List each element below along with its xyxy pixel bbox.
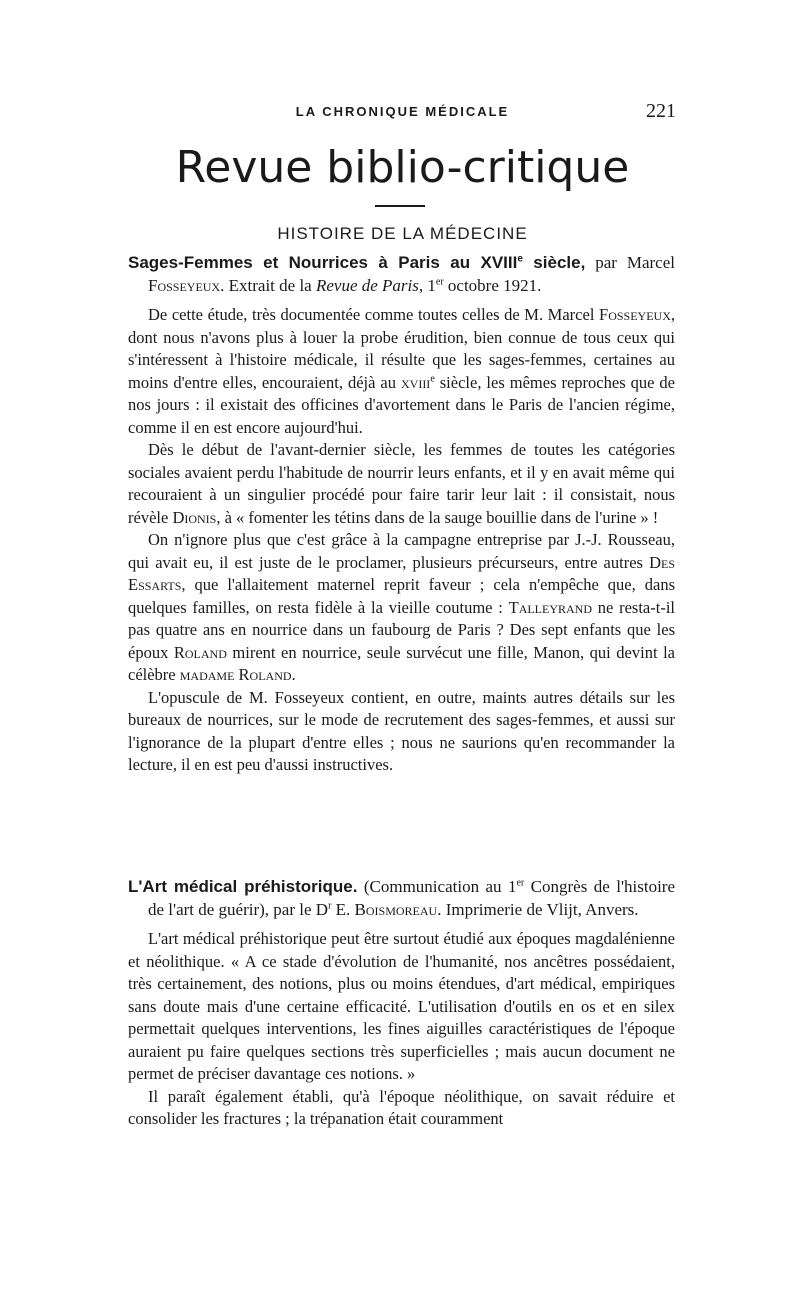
review-2-author: Boismoreau <box>354 899 438 919</box>
review-2-paragraph-2: Il paraît également établi, qu'à l'époque néolithique, on savait réduire et consolider les fractures ; la trépanation était couramment <box>128 1086 675 1128</box>
review-2-paragraph-1: L'art médical préhistorique peut être surtout étudié aux époques magdalénienne et néolithique. « A ce stade d'évolution de l'humanité, nos ancêtres possédaient, très certainement, des notions, plus ou moins étendues, d'art médical, empiriques sans doute mais d'une certaine efficacité. L'utilisation d'outils en os et en silex permettait quelques interventions, les fines aiguilles caractéristiques de l'époque auraient pu faire quelques sections très superficielles ; mais aucun document ne permet de préciser davantage ces notions. » <box>128 929 675 1083</box>
review-1-paragraph-1: De cette étude, très documentée comme toutes celles de M. Marcel Fosseyeux, dont nous n'avons plus à louer la probe érudition, bien connue de tous ceux qui s'intéressent à l'histoire médicale, il résulte que les sages-femmes, certaines au moins d'entre elles, encouraient, déjà au xviii$^e$ siècle, les mêmes reproches que de nos jours : il existait des officines d'avortement dans le Paris de l'ancien régime, comme il en est encore aujourd'hui. <box>128 305 675 437</box>
review-1-title: Sages-Femmes et Nourrices à Paris au XVIIIe siècle, <box>128 253 586 272</box>
section-heading: HISTOIRE DE LA MÉDECINE <box>277 224 528 243</box>
review-1-paragraph-3: On n'ignore plus que c'est grâce à la campagne entreprise par J.-J. Rousseau, qui avait eu, il est juste de le proclamer, plusieurs précurseurs, entre autres Des Essarts, que l'allaitement maternel reprit faveur ; cela n'empêche que, dans quelques familles, on resta fidèle à la vieille coutume : Talleyrand ne resta-t-il pas quatre ans en nourrice dans un faubourg de Paris ? Des sept enfants que les époux Roland mirent en nourrice, seule survécut une fille, Manon, qui devint la célèbre madame Roland. <box>128 530 675 684</box>
review-sages-femmes <box>128 252 675 777</box>
title-divider <box>375 205 425 207</box>
review-1-heading: Sages-Femmes et Nourrices à Paris au XVIIIe siècle, par Marcel Fosseyeux. Extrait de la Revue de Paris, 1er octobre 1921. <box>128 253 675 295</box>
review-2-heading: L'Art médical préhistorique. (Communication au 1er Congrès de l'histoire de l'art de guérir), par le $D^r$ E. Boismoreau. Imprimerie de Vlijt, Anvers. <box>128 877 675 919</box>
review-art-medical <box>128 876 675 1131</box>
review-1-paragraph-4: L'opuscule de M. Fosseyeux contient, en outre, maints autres détails sur les bureaux de nourrices, sur le mode de recrutement des sages-femmes, et aussi sur l'ignorance de la plupart d'entre elles ; nous ne saurions qu'en recommander la lecture, il en est peu d'aussi instructives. <box>128 687 675 774</box>
review-1-author: Fosseyeux <box>148 275 221 295</box>
page-title: Revue biblio-critique <box>175 142 630 193</box>
review-1-paragraph-2: Dès le début de l'avant-dernier siècle, les femmes de toutes les catégories sociales avaient perdu l'habitude de nourrir leurs enfants, et il y en avait même qui recouraient à un singulier procédé pour faire tarir leur lait : il consistait, nous révèle Dionis, à « fomenter les tétins dans de la sauge bouillie dans de l'urine » ! <box>128 440 675 527</box>
review-1-journal: Revue de Paris <box>315 275 419 295</box>
page-number: 221 <box>646 100 676 122</box>
review-2-title: L'Art médical préhistorique. <box>128 877 358 896</box>
running-head: LA CHRONIQUE MÉDICALE <box>295 104 510 119</box>
